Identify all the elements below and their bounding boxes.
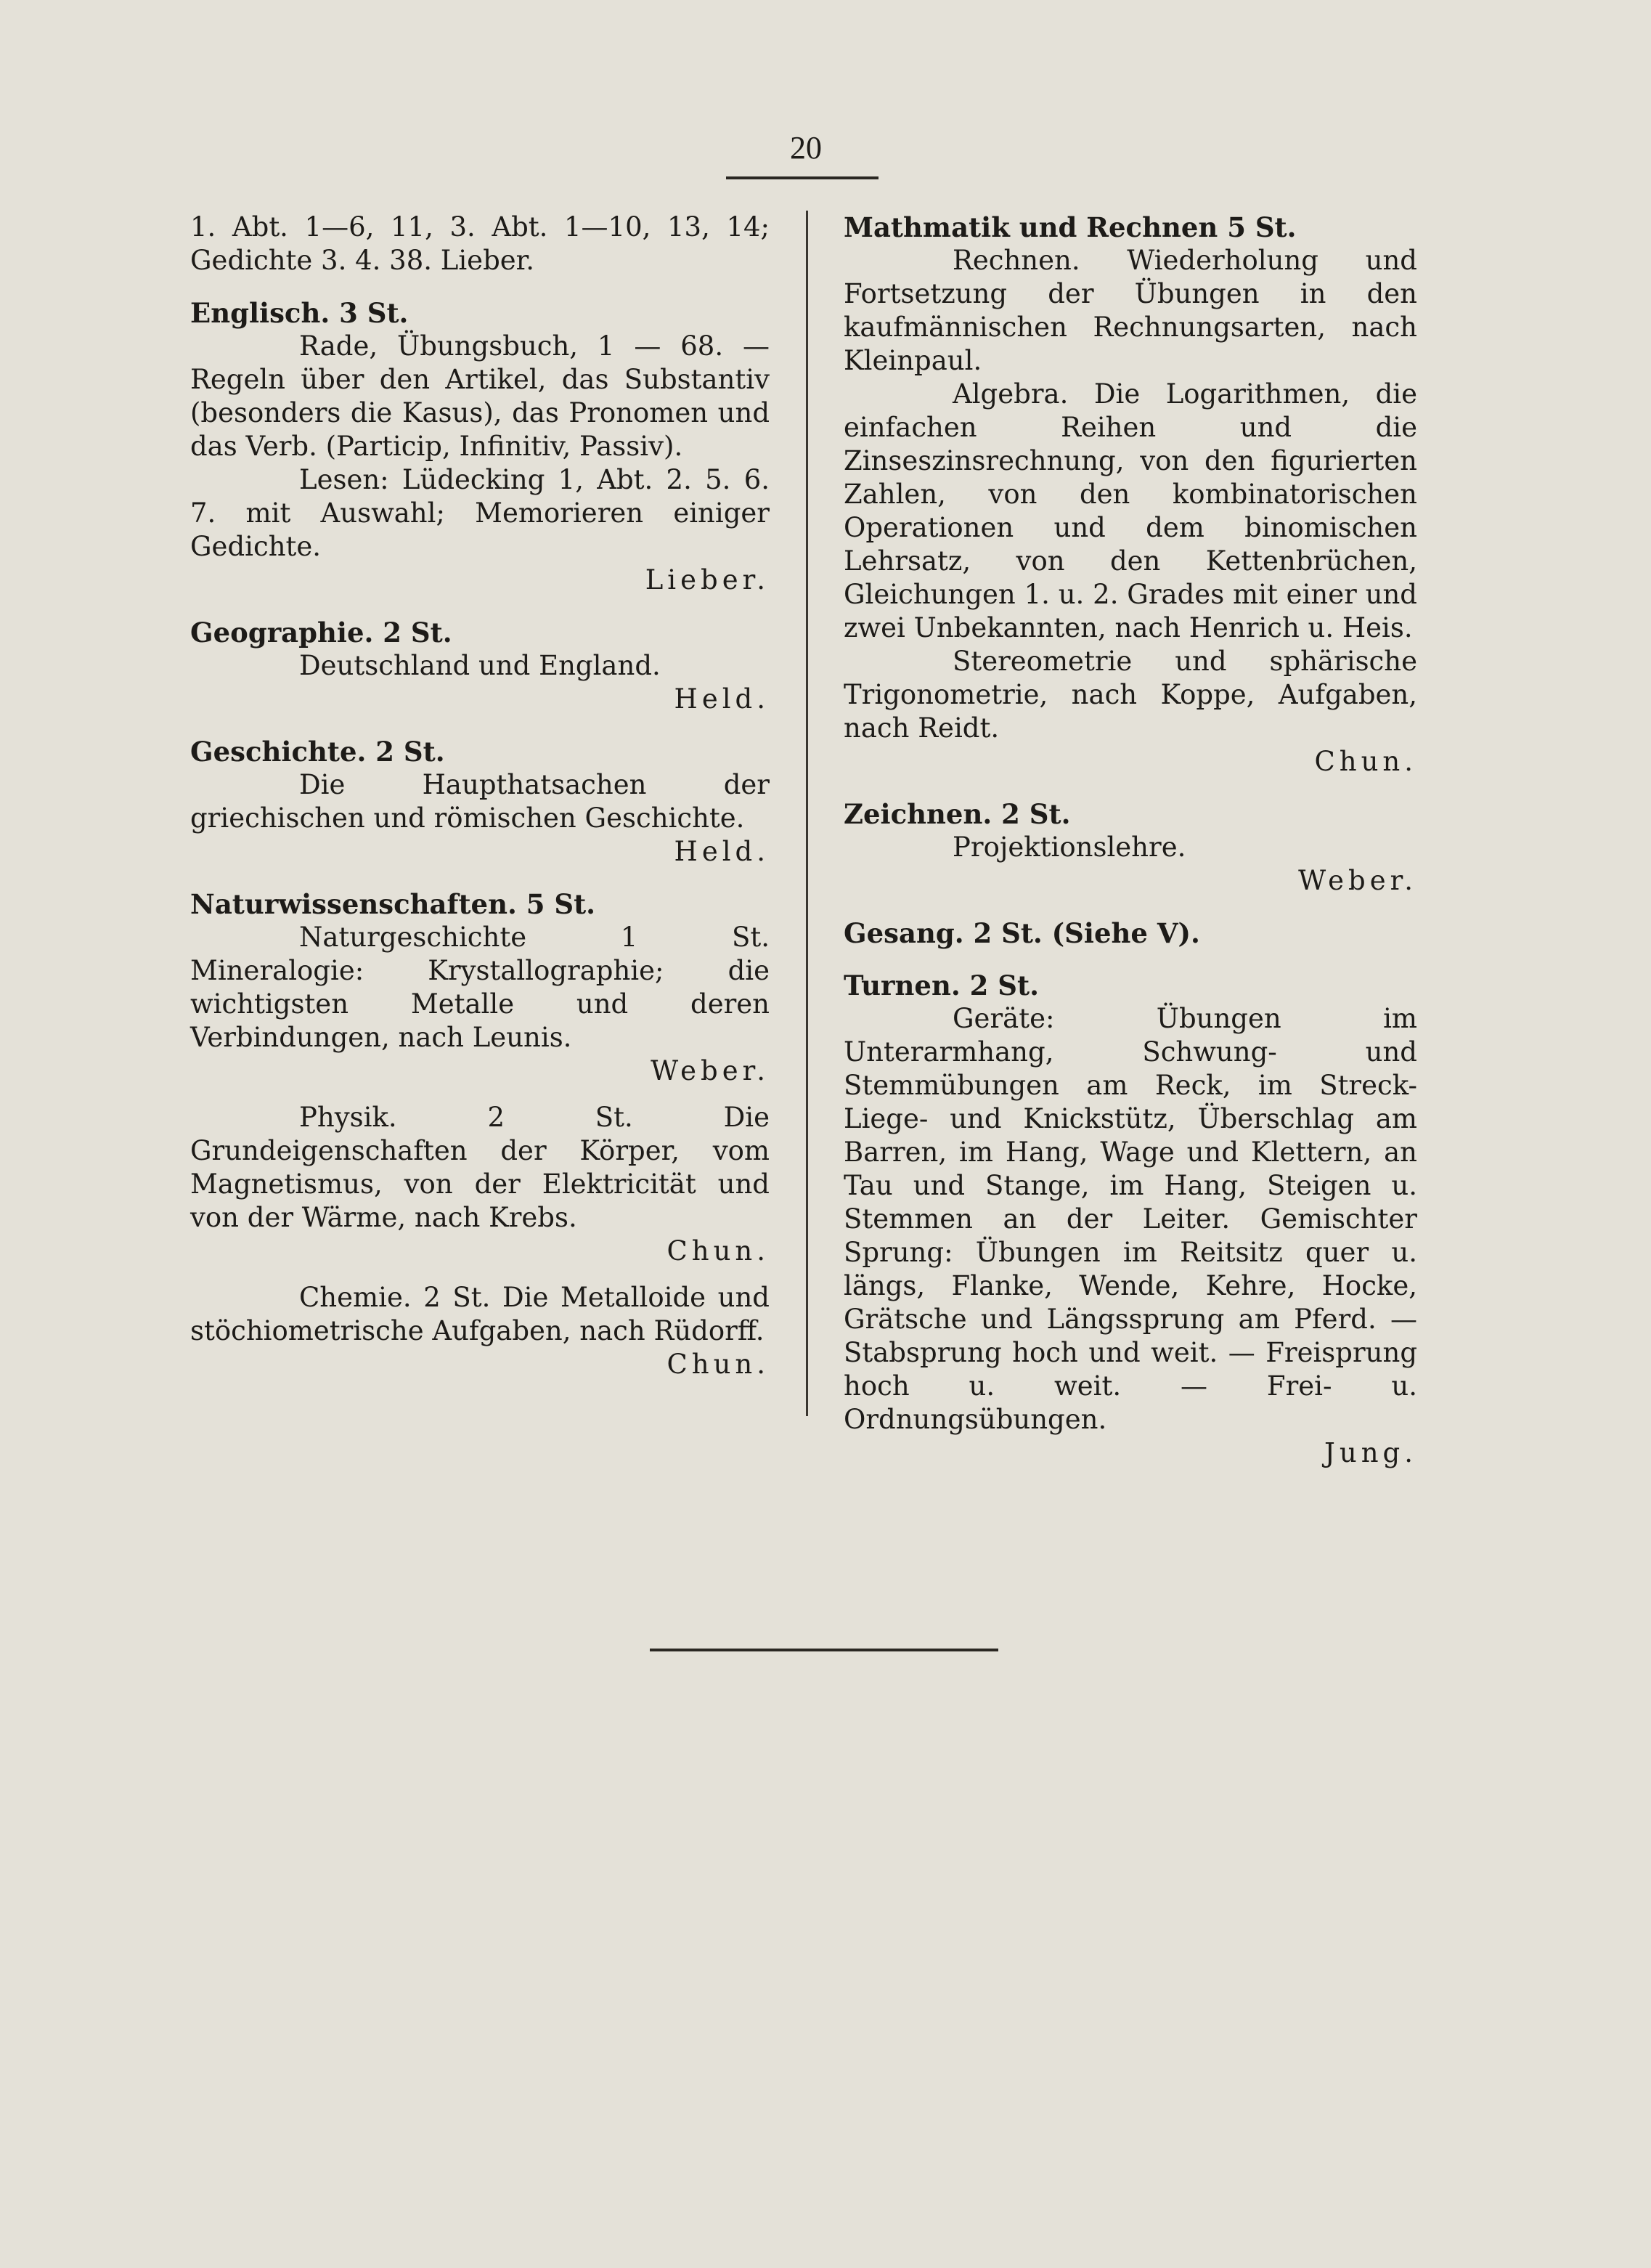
teacher-name: Lieber. (645, 564, 770, 596)
intro-text: 1. Abt. 1—6, 11, 3. Abt. 1—10, 13, 14; Gedichte 3. 4. 38. Lieber. (190, 211, 770, 276)
section-heading-naturwissenschaften: Naturwissenschaften. 5 St. (190, 888, 596, 920)
teacher-name: Held. (674, 683, 770, 715)
physik-text: Physik. 2 St. Die Grundeigenschaften der Körper, vom Magnetismus, von der Elektricität und von der Wärme, nach Krebs. (190, 1102, 770, 1233)
teacher-name: Weber. (1298, 865, 1417, 896)
section-heading-gesang: Gesang. 2 St. (Siehe V). (844, 917, 1200, 949)
englisch-text-1: Rade, Übungsbuch, 1 — 68. — Regeln über den Artikel, das Substantiv (besonders die Kasus), das Pronomen und das Verb. (Particip, Infinitiv, Passiv). (190, 330, 770, 462)
naturgeschichte-text: Naturgeschichte 1 St. Mineralogie: Krystallographie; die wichtigsten Metalle und deren Verbindungen, nach Leunis. (190, 922, 770, 1053)
teacher-name: Weber. (651, 1055, 770, 1086)
teacher-name: Jung. (1324, 1437, 1417, 1468)
page-number-rule (726, 176, 879, 179)
section-heading-turnen: Turnen. 2 St. (844, 970, 1039, 1001)
englisch-text-2: Lesen: Lüdecking 1, Abt. 2. 5. 6. 7. mit Auswahl; Memorieren einiger Gedichte. (190, 464, 770, 562)
page-number: 20 (790, 130, 822, 166)
teacher-name: Chun. (666, 1349, 770, 1380)
zeichnen-text: Projektionslehre. (953, 832, 1186, 863)
teacher-name: Chun. (1314, 746, 1417, 777)
section-heading-englisch: Englisch. 3 St. (190, 297, 409, 329)
left-column (190, 211, 770, 1381)
column-divider (806, 211, 808, 1416)
end-rule (650, 1649, 998, 1651)
section-heading-geographie: Geographie. 2 St. (190, 617, 452, 649)
right-column (844, 211, 1417, 1470)
geschichte-text: Die Haupthatsachen der griechischen und römischen Geschichte. (190, 769, 770, 834)
teacher-name: Chun. (666, 1235, 770, 1267)
chemie-text: Chemie. 2 St. Die Metalloide und stöchiometrische Aufgaben, nach Rüdorff. (190, 1282, 770, 1346)
geographie-text: Deutschland und England. (299, 650, 661, 681)
section-heading-geschichte: Geschichte. 2 St. (190, 736, 445, 768)
turnen-text: Geräte: Übungen im Unterarmhang, Schwung- und Stemmübungen am Reck, im Streck-Liege- und Knickstütz, Überschlag am Barren, im Hang, Wage und Klettern, an Tau und Stange, im Hang, Steigen u. Stemmen an der Leiter. Gemischter Sprung: Übungen im Reitsitz quer u. längs, Flanke, Wende, Kehre, Hocke, Grätsche und Längssprung am Pferd. — Stabsprung hoch und weit. — Freisprung hoch u. weit. — Frei- u. Ordnungsübungen. (844, 1003, 1417, 1435)
section-heading-zeichnen: Zeichnen. 2 St. (844, 798, 1071, 830)
algebra-text: Algebra. Die Logarithmen, die einfachen Reihen und die Zinseszinsrechnung, von den figurierten Zahlen, von den kombinatorischen Operationen und dem binomischen Lehrsatz, von den Kettenbrüchen, Gleichungen 1. u. 2. Grades mit einer und zwei Unbekannten, nach Henrich u. Heis. (844, 378, 1417, 643)
teacher-name: Held. (674, 836, 770, 867)
rechnen-text: Rechnen. Wiederholung und Fortsetzung der Übungen in den kaufmännischen Rechnungsarten, nach Kleinpaul. (844, 245, 1417, 376)
stereometrie-text: Stereometrie und sphärische Trigonometrie, nach Koppe, Aufgaben, nach Reidt. (844, 646, 1417, 744)
section-heading-mathematik: Mathmatik und Rechnen 5 St. (844, 211, 1297, 243)
